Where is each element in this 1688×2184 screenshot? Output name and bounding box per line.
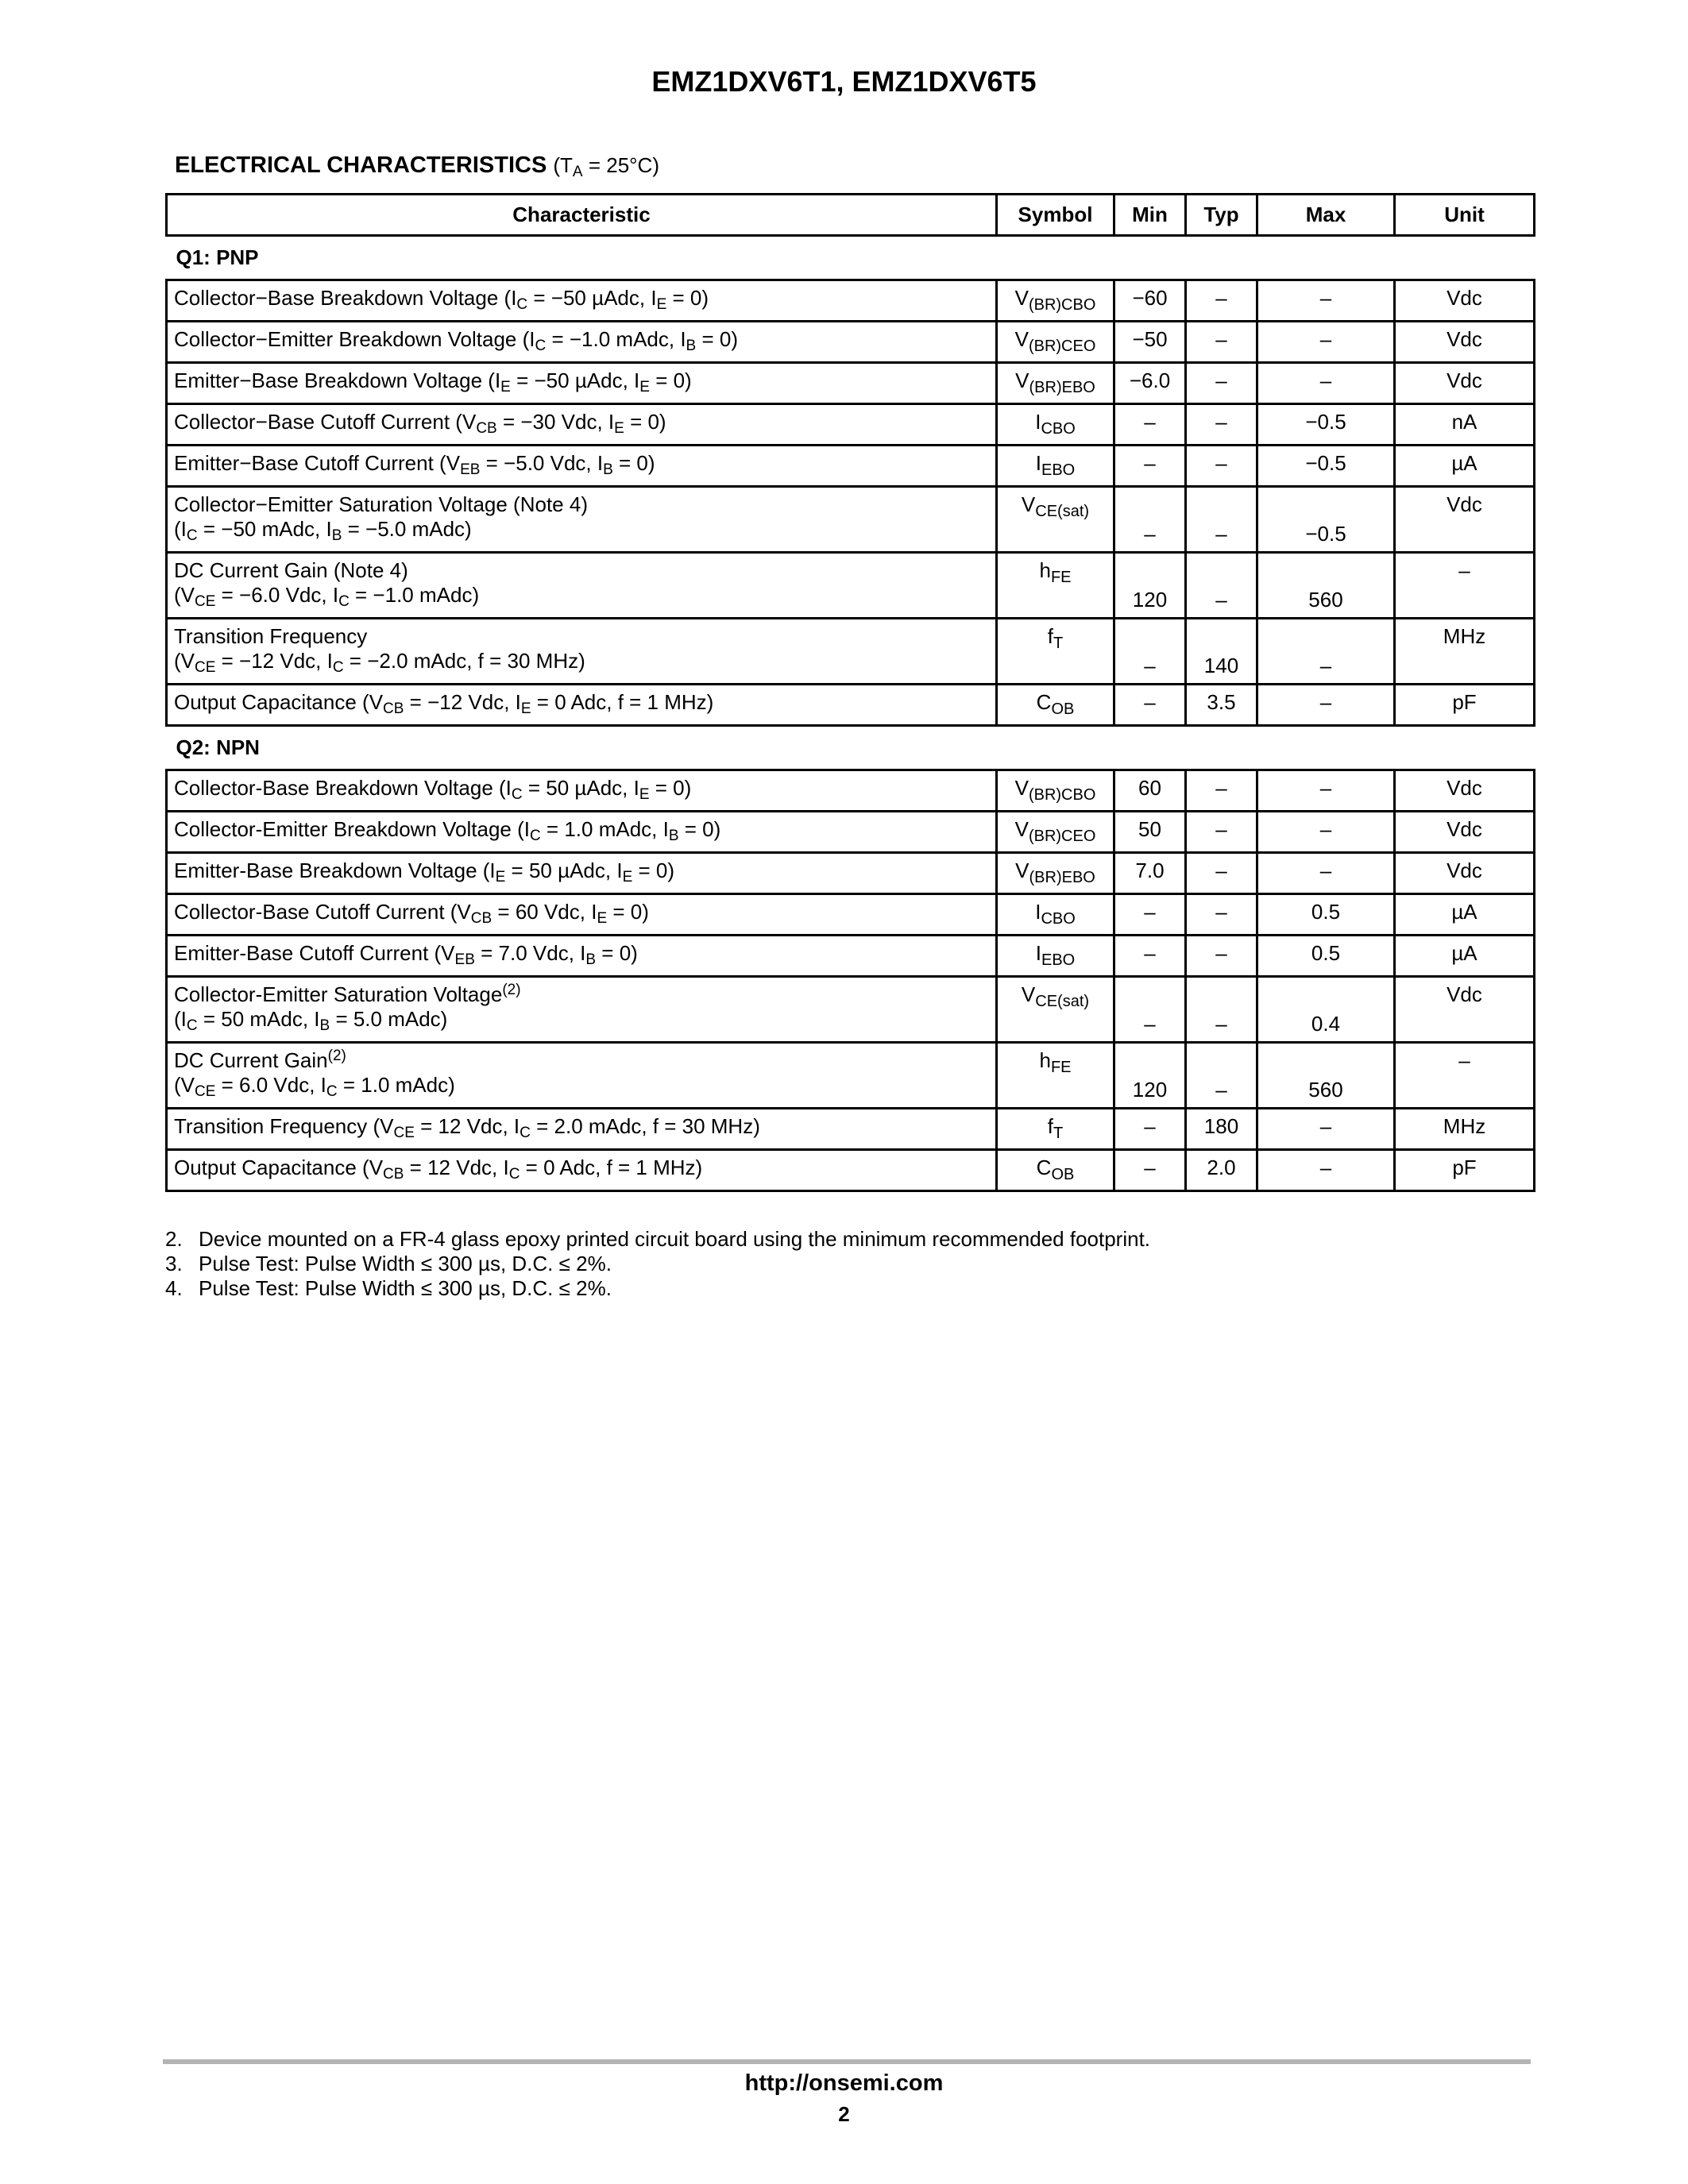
characteristic-cell <box>167 553 997 619</box>
symbol-cell: $V_{(BR)CEO}$ <box>997 812 1114 853</box>
table-row <box>167 363 1535 404</box>
max-cell: – <box>1257 770 1395 812</box>
typ-cell: 3.5 <box>1186 685 1257 726</box>
unit-cell: MHz <box>1395 1109 1535 1150</box>
typ-cell: – <box>1186 1043 1257 1109</box>
characteristic-line: Collector−Base Cutoff Current ($V_{CB} = -30$ Vdc, $I_E = 0$) <box>174 410 666 437</box>
max-cell: – <box>1257 322 1395 363</box>
unit-cell: Vdc <box>1395 280 1535 322</box>
characteristic-line: Collector−Emitter Saturation Voltage (Note 4) <box>174 492 588 516</box>
characteristic-line: Collector-Emitter Saturation Voltage$^{(2)}$ <box>174 982 521 1006</box>
symbol-cell: $V_{(BR)EBO}$ <box>997 853 1114 894</box>
table-row <box>167 322 1535 363</box>
min-cell: 120 <box>1114 553 1186 619</box>
characteristic-line: Collector-Base Cutoff Current ($V_{CB} = 60$ Vdc, $I_E = 0$) <box>174 900 649 927</box>
symbol-cell: $V_{(BR)CBO}$ <box>997 280 1114 322</box>
unit-cell: Vdc <box>1395 363 1535 404</box>
min-cell: −60 <box>1114 280 1186 322</box>
max-cell: 560 <box>1257 553 1395 619</box>
note-reference: (2) <box>502 982 521 998</box>
min-cell: −50 <box>1114 322 1186 363</box>
characteristic-cell <box>167 446 997 487</box>
header-symbol: Symbol <box>997 195 1114 236</box>
table-row <box>167 553 1535 619</box>
section-title: ELECTRICAL CHARACTERISTICS <box>175 152 547 178</box>
characteristic-cell <box>167 977 997 1043</box>
typ-cell: – <box>1186 363 1257 404</box>
characteristic-line: DC Current Gain$^{(2)}$ <box>174 1048 346 1072</box>
test-condition-line: ($I_C = -50$ mAdc, $I_B = -5.0$ mAdc) <box>174 517 472 544</box>
typ-cell: – <box>1186 812 1257 853</box>
max-cell: −0.5 <box>1257 446 1395 487</box>
unit-cell: µA <box>1395 894 1535 936</box>
table-row <box>167 1109 1535 1150</box>
characteristic-line: Output Capacitance ($V_{CB} = 12$ Vdc, $I_C = 0$ Adc, f = 1 MHz) <box>174 1156 703 1183</box>
footnotes <box>165 1227 1150 1301</box>
symbol-cell: $h_{FE}$ <box>997 1043 1114 1109</box>
max-cell: 0.4 <box>1257 977 1395 1043</box>
min-cell: – <box>1114 977 1186 1043</box>
max-cell: – <box>1257 280 1395 322</box>
unit-cell: nA <box>1395 404 1535 446</box>
min-cell: – <box>1114 1109 1186 1150</box>
unit-cell: Vdc <box>1395 322 1535 363</box>
group-row <box>167 236 1535 280</box>
characteristic-cell <box>167 322 997 363</box>
typ-cell: – <box>1186 487 1257 553</box>
typ-cell: 2.0 <box>1186 1150 1257 1191</box>
characteristic-cell <box>167 1043 997 1109</box>
characteristic-line: Emitter-Base Breakdown Voltage ($I_E = 50$ µAdc, $I_E = 0$) <box>174 859 674 886</box>
table-row <box>167 812 1535 853</box>
characteristic-line: Emitter-Base Cutoff Current ($V_{EB} = 7.0$ Vdc, $I_B = 0$) <box>174 941 638 968</box>
min-cell: 120 <box>1114 1043 1186 1109</box>
footnote-2: 2. Device mounted on a FR-4 glass epoxy printed circuit board using the minimum recommended footprint. <box>165 1227 1151 1251</box>
table-row <box>167 280 1535 322</box>
header-max: Max <box>1257 195 1395 236</box>
max-cell: – <box>1257 619 1395 685</box>
min-cell: 7.0 <box>1114 853 1186 894</box>
characteristic-line: Collector−Emitter Breakdown Voltage ($I_C = -1.0$ mAdc, $I_B = 0$) <box>174 327 738 354</box>
electrical-characteristics-table <box>165 193 1535 1192</box>
page-number: 2 <box>838 2102 850 2126</box>
characteristic-cell <box>167 404 997 446</box>
group-label: Q1: PNP <box>167 236 1535 280</box>
table-row <box>167 446 1535 487</box>
max-cell: −0.5 <box>1257 487 1395 553</box>
characteristic-cell <box>167 363 997 404</box>
header-characteristic: Characteristic <box>167 195 997 236</box>
table-row <box>167 770 1535 812</box>
table-row <box>167 404 1535 446</box>
typ-cell: – <box>1186 936 1257 977</box>
header-min: Min <box>1114 195 1186 236</box>
unit-cell: pF <box>1395 685 1535 726</box>
table-row <box>167 1043 1535 1109</box>
unit-cell: MHz <box>1395 619 1535 685</box>
unit-cell: – <box>1395 1043 1535 1109</box>
characteristic-line: DC Current Gain (Note 4) <box>174 558 408 582</box>
group-row <box>167 726 1535 770</box>
unit-cell: Vdc <box>1395 812 1535 853</box>
unit-cell: µA <box>1395 446 1535 487</box>
characteristic-line: Collector-Base Breakdown Voltage ($I_C = 50$ µAdc, $I_E = 0$) <box>174 776 692 803</box>
footer-url[interactable]: http://onsemi.com <box>744 2070 944 2096</box>
characteristic-cell <box>167 685 997 726</box>
max-cell: 0.5 <box>1257 936 1395 977</box>
table-row <box>167 487 1535 553</box>
typ-cell: – <box>1186 404 1257 446</box>
min-cell: – <box>1114 619 1186 685</box>
section-heading <box>175 152 659 179</box>
test-condition-line: ($V_{CE} = -12$ Vdc, $I_C = -2.0$ mAdc, f = 30 MHz) <box>174 649 585 676</box>
characteristic-cell <box>167 770 997 812</box>
footer-divider <box>163 2059 1531 2064</box>
typ-cell: – <box>1186 894 1257 936</box>
typ-cell: – <box>1186 977 1257 1043</box>
characteristic-cell <box>167 280 997 322</box>
footnote-3: 3. Pulse Test: Pulse Width ≤ 300 µs, D.C. ≤ 2%. <box>165 1252 612 1275</box>
test-condition: $(T_A = 25^\circ C)$ <box>553 153 659 180</box>
symbol-cell: $I_{EBO}$ <box>997 936 1114 977</box>
group-label: Q2: NPN <box>167 726 1535 770</box>
note-reference: (2) <box>327 1048 346 1064</box>
unit-cell: Vdc <box>1395 770 1535 812</box>
max-cell: 0.5 <box>1257 894 1395 936</box>
table-row <box>167 685 1535 726</box>
characteristic-cell <box>167 619 997 685</box>
max-cell: 560 <box>1257 1043 1395 1109</box>
max-cell: – <box>1257 363 1395 404</box>
table-body <box>167 236 1535 1191</box>
table-row <box>167 977 1535 1043</box>
table-row <box>167 619 1535 685</box>
min-cell: 50 <box>1114 812 1186 853</box>
min-cell: – <box>1114 685 1186 726</box>
characteristic-line: Transition Frequency <box>174 624 368 648</box>
symbol-cell: $I_{CBO}$ <box>997 894 1114 936</box>
symbol-cell: $f_T$ <box>997 619 1114 685</box>
unit-cell: µA <box>1395 936 1535 977</box>
max-cell: – <box>1257 1109 1395 1150</box>
test-condition-line: ($I_C = 50$ mAdc, $I_B = 5.0$ mAdc) <box>174 1007 448 1034</box>
typ-cell: – <box>1186 553 1257 619</box>
header-typ: Typ <box>1186 195 1257 236</box>
symbol-cell: $h_{FE}$ <box>997 553 1114 619</box>
characteristic-cell <box>167 853 997 894</box>
footnote-4: 4. Pulse Test: Pulse Width ≤ 300 µs, D.C. ≤ 2%. <box>165 1276 612 1300</box>
characteristic-cell <box>167 812 997 853</box>
max-cell: −0.5 <box>1257 404 1395 446</box>
symbol-cell: $f_T$ <box>997 1109 1114 1150</box>
min-cell: – <box>1114 936 1186 977</box>
typ-cell: – <box>1186 446 1257 487</box>
unit-cell: Vdc <box>1395 487 1535 553</box>
min-cell: – <box>1114 894 1186 936</box>
symbol-cell: $C_{OB}$ <box>997 685 1114 726</box>
typ-cell: – <box>1186 853 1257 894</box>
symbol-cell: $I_{EBO}$ <box>997 446 1114 487</box>
min-cell: 60 <box>1114 770 1186 812</box>
table-row <box>167 1150 1535 1191</box>
typ-cell: – <box>1186 770 1257 812</box>
characteristic-cell <box>167 487 997 553</box>
table-row <box>167 853 1535 894</box>
unit-cell: – <box>1395 553 1535 619</box>
table-header-row <box>167 195 1535 236</box>
table-row <box>167 936 1535 977</box>
characteristic-cell <box>167 1109 997 1150</box>
symbol-cell: $I_{CBO}$ <box>997 404 1114 446</box>
min-cell: −6.0 <box>1114 363 1186 404</box>
min-cell: – <box>1114 1150 1186 1191</box>
characteristic-line: Transition Frequency ($V_{CE} = 12$ Vdc, $I_C = 2.0$ mAdc, f = 30 MHz) <box>174 1114 760 1141</box>
max-cell: – <box>1257 853 1395 894</box>
min-cell: – <box>1114 446 1186 487</box>
max-cell: – <box>1257 1150 1395 1191</box>
test-condition-line: ($V_{CE} = -6.0$ Vdc, $I_C = -1.0$ mAdc) <box>174 583 480 610</box>
table-row <box>167 894 1535 936</box>
typ-cell: – <box>1186 280 1257 322</box>
characteristic-line: Collector−Base Breakdown Voltage ($I_C = -50$ µAdc, $I_E = 0$) <box>174 286 709 313</box>
unit-cell: pF <box>1395 1150 1535 1191</box>
symbol-cell: $C_{OB}$ <box>997 1150 1114 1191</box>
characteristic-line: Emitter−Base Breakdown Voltage ($I_E = -50$ µAdc, $I_E = 0$) <box>174 369 692 396</box>
max-cell: – <box>1257 685 1395 726</box>
characteristic-cell <box>167 894 997 936</box>
min-cell: – <box>1114 404 1186 446</box>
test-condition-line: ($V_{CE} = 6.0$ Vdc, $I_C = 1.0$ mAdc) <box>174 1073 455 1100</box>
unit-cell: Vdc <box>1395 853 1535 894</box>
characteristic-cell <box>167 1150 997 1191</box>
characteristic-line: Collector-Emitter Breakdown Voltage ($I_C = 1.0$ mAdc, $I_B = 0$) <box>174 817 721 844</box>
symbol-cell: $V_{CE(sat)}$ <box>997 977 1114 1043</box>
symbol-cell: $V_{(BR)EBO}$ <box>997 363 1114 404</box>
typ-cell: 140 <box>1186 619 1257 685</box>
typ-cell: – <box>1186 322 1257 363</box>
symbol-cell: $V_{CE(sat)}$ <box>997 487 1114 553</box>
characteristic-cell <box>167 936 997 977</box>
characteristic-line: Emitter−Base Cutoff Current ($V_{EB} = -5.0$ Vdc, $I_B = 0$) <box>174 451 655 478</box>
characteristic-line: Output Capacitance ($V_{CB} = -12$ Vdc, $I_E = 0$ Adc, f = 1 MHz) <box>174 690 714 717</box>
unit-cell: Vdc <box>1395 977 1535 1043</box>
page-title: EMZ1DXV6T1, EMZ1DXV6T5 <box>651 65 1037 98</box>
min-cell: – <box>1114 487 1186 553</box>
symbol-cell: $V_{(BR)CEO}$ <box>997 322 1114 363</box>
typ-cell: 180 <box>1186 1109 1257 1150</box>
symbol-cell: $V_{(BR)CBO}$ <box>997 770 1114 812</box>
max-cell: – <box>1257 812 1395 853</box>
header-unit: Unit <box>1395 195 1535 236</box>
